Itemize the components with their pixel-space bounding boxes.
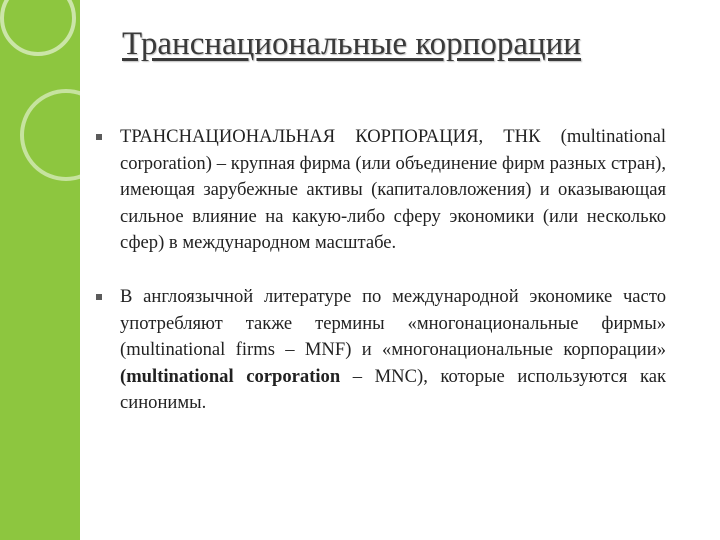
bullet-terminology bbox=[96, 284, 666, 417]
bullet-terminology-bold-term: (multinational corporation bbox=[120, 365, 341, 387]
bullet-terminology-text-before: В англоязычной литературе по международной экономике часто употребляют также термины «многонациональные фирмы» (multinational firms – MNF) и «многонациональные корпорации» bbox=[120, 285, 666, 361]
bullet-terminology-text-after: – MNC), которые используются как синонимы. bbox=[120, 365, 666, 414]
bullet-marker-icon bbox=[96, 134, 102, 140]
slide-content bbox=[96, 124, 666, 417]
decorative-ring-large bbox=[2, 0, 74, 54]
bullet-definition bbox=[96, 124, 666, 257]
bullet-definition-text: (multinational corporation) – крупная фирма (или объединение фирм разных стран), имеющая зарубежные активы (капиталовложения) и оказывающая сильное влияние на какую-либо сферу экономики (или несколько сфер) в международном масштабе. bbox=[120, 126, 666, 254]
bullet-marker-icon bbox=[96, 294, 102, 300]
bullet-definition-term: ТРАНСНАЦИОНАЛЬНАЯ КОРПОРАЦИЯ, ТНК bbox=[120, 126, 541, 147]
slide-title: Транснациональные корпорации bbox=[122, 26, 581, 62]
